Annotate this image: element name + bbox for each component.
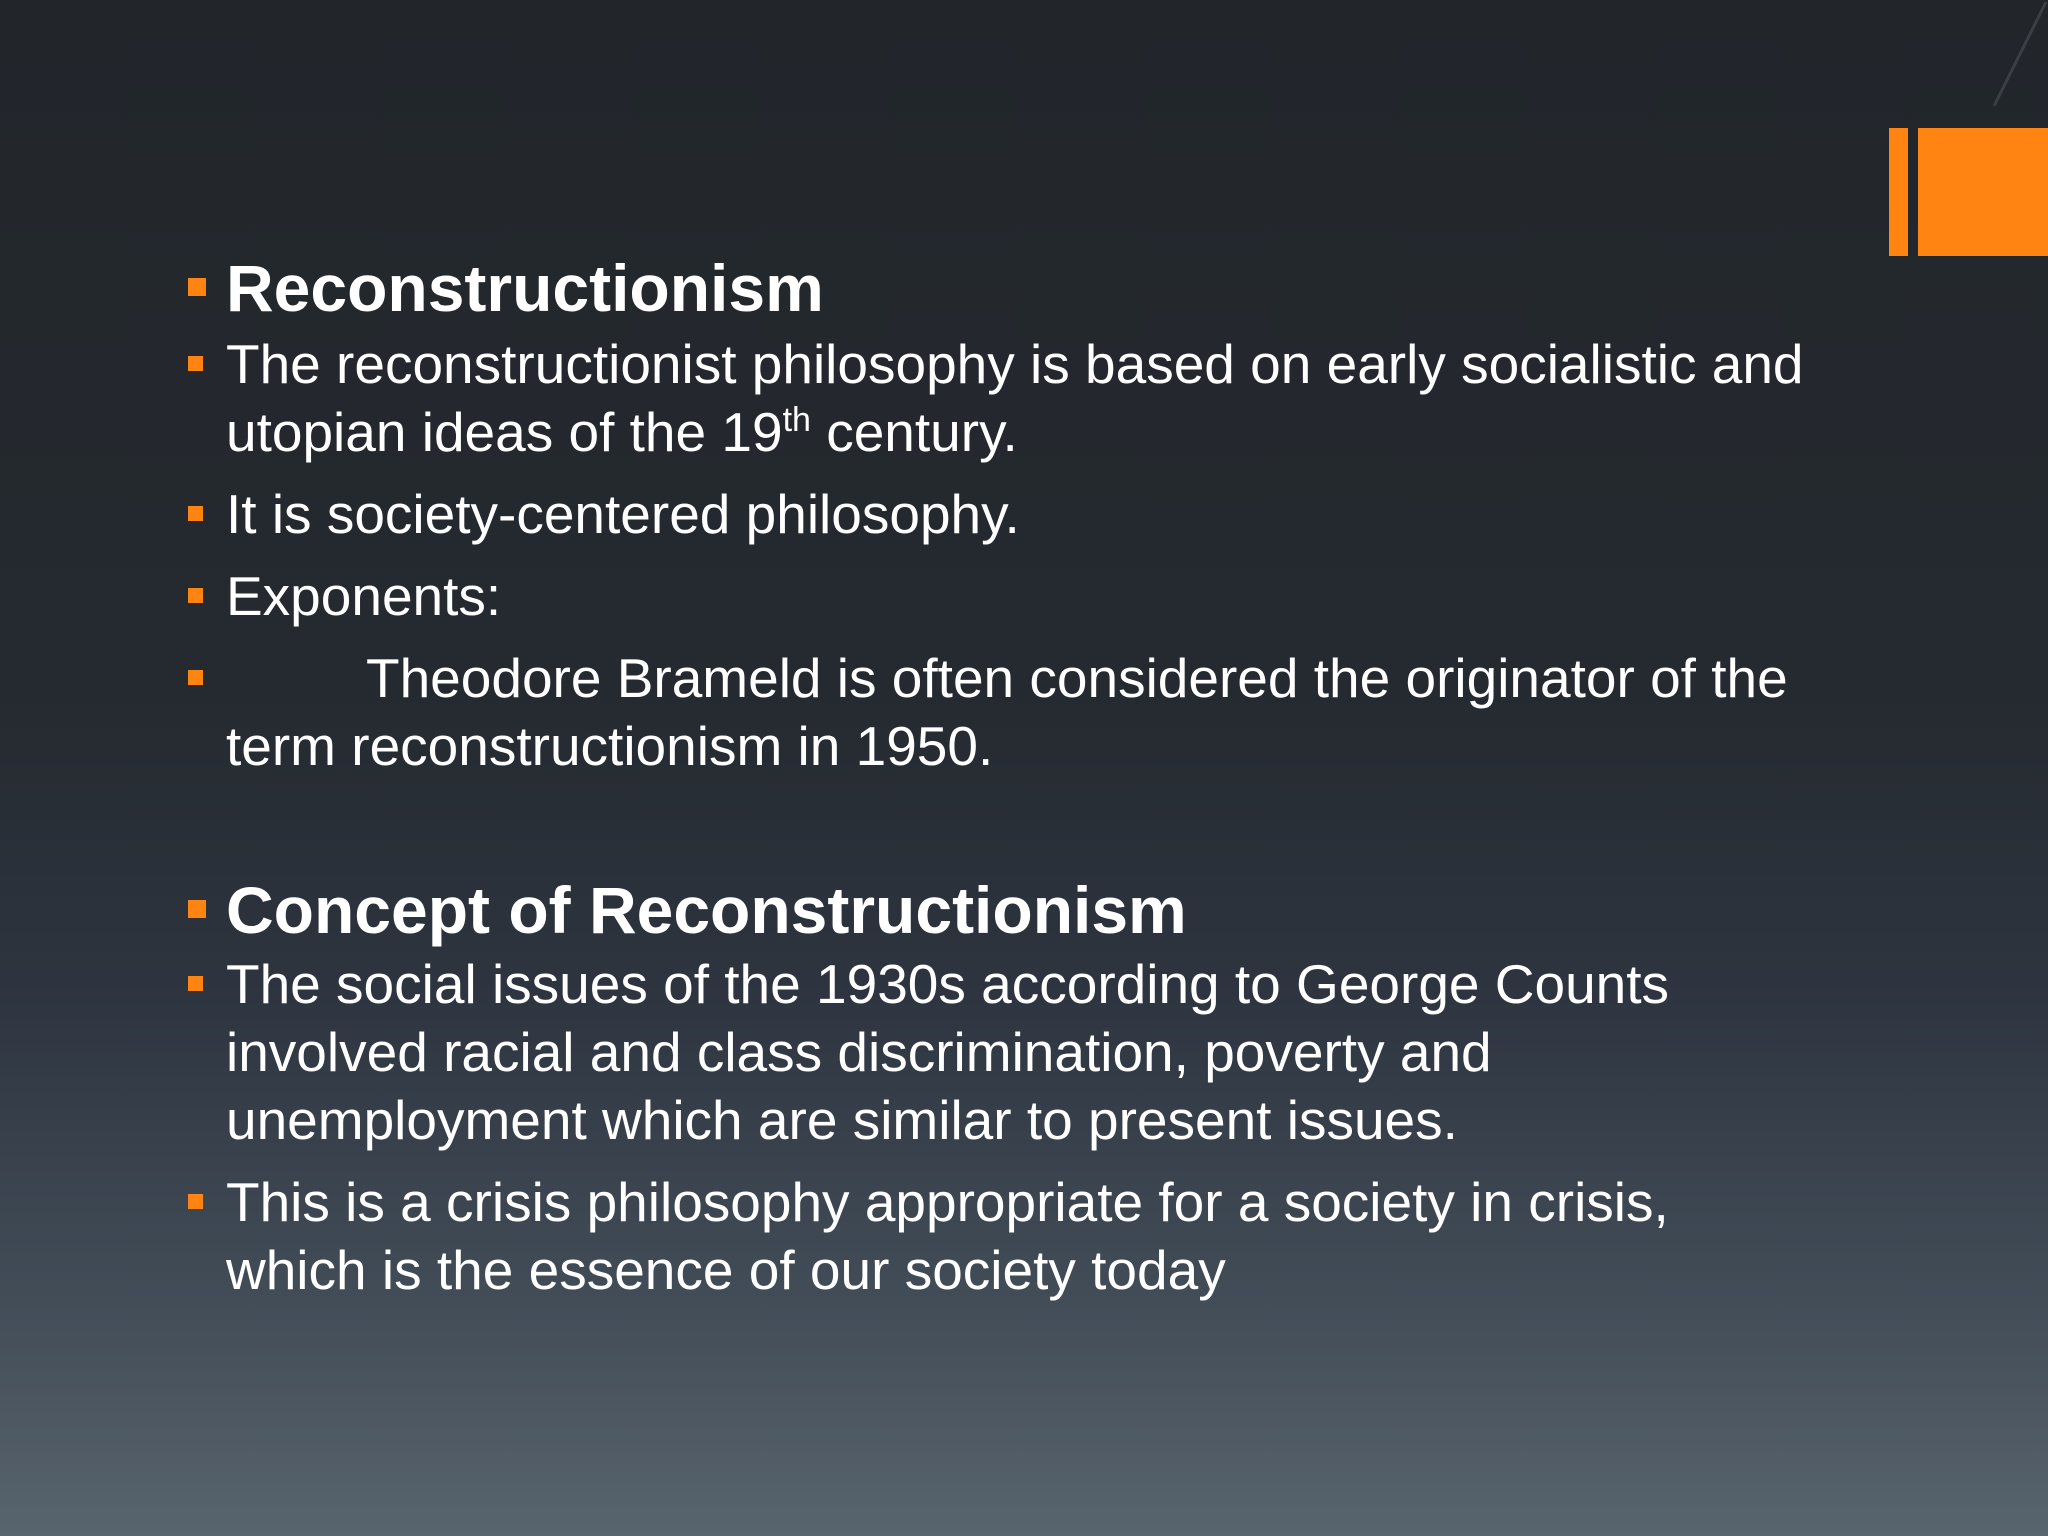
heading-text: Reconstructionism	[226, 251, 824, 325]
bullet-square	[188, 506, 203, 521]
slide-content	[188, 248, 1808, 1304]
heading-text: Concept of Reconstructionism	[226, 873, 1187, 947]
bullet-society-centered	[188, 480, 1808, 548]
bullet-square	[188, 1194, 203, 1209]
accent-block	[1918, 128, 2048, 256]
bullet-text: Theodore Brameld is often considered the originator of the term reconstructionism in 1950.	[226, 647, 1788, 777]
bullet-text: It is society-centered philosophy.	[226, 483, 1020, 545]
bullet-text-end: century.	[810, 401, 1018, 463]
accent-bar-thin	[1889, 128, 1908, 256]
bullet-philosophy-origin	[188, 330, 1808, 466]
bullet-text: This is a crisis philosophy appropriate for a society in crisis, which is the essence of our society today	[226, 1171, 1669, 1301]
bullet-social-issues	[188, 950, 1808, 1154]
bullet-exponents	[188, 562, 1808, 630]
bullet-square	[188, 588, 203, 603]
bullet-text: Exponents:	[226, 565, 502, 627]
bullet-theodore-brameld	[188, 644, 1808, 780]
bullet-square	[188, 976, 203, 991]
bullet-crisis-philosophy	[188, 1168, 1808, 1304]
bullet-square	[188, 356, 203, 371]
bullet-square	[188, 900, 206, 918]
bullet-square	[188, 278, 206, 296]
heading-concept-of-reconstructionism	[188, 870, 1808, 950]
bullet-text: The social issues of the 1930s according to George Counts involved racial and class discrimination, poverty and unemployment which are similar to present issues.	[226, 953, 1670, 1151]
bullet-square	[188, 670, 203, 685]
superscript-th: th	[782, 401, 811, 439]
bullet-text: The reconstructionist philosophy is based on early socialistic and utopian ideas of the 19	[226, 333, 1804, 463]
heading-reconstructionism	[188, 248, 1808, 328]
corner-line-decoration	[1990, 0, 2048, 110]
